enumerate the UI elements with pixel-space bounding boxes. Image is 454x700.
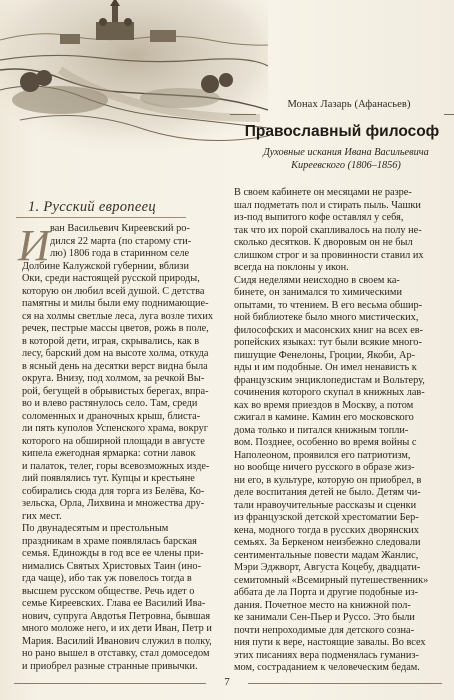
- text-line: нович, супруга Авдотья Петровна, бывшая: [22, 610, 211, 622]
- text-line: Мария. Василий Иванович служил в полку,: [22, 635, 212, 647]
- text-line: гих мест.: [22, 510, 62, 522]
- text-line: ной библиотеке было много мистических,: [234, 312, 419, 323]
- author-rule-left: [230, 114, 256, 115]
- text-line: лю) 1806 года в старинном селе: [50, 248, 190, 259]
- text-line: почти непроходимые для детского созна-: [234, 624, 415, 636]
- text-line: ния пути к вере, настоящие завалы. Во всех: [234, 637, 426, 648]
- text-line: вом. Позднее, особенно во время войны с: [234, 437, 417, 448]
- text-line: философских и масонских книг на всех ев-: [234, 324, 424, 336]
- text-line: пишущие Фенелоны, Гроции, Якоби, Ар-: [234, 349, 416, 361]
- text-line: семитомный «Всемирный путешественник»: [234, 574, 429, 586]
- text-line: нимались Святых Христовых Таин (ино-: [22, 560, 201, 572]
- left-column-body: [22, 261, 218, 674]
- text-line: лесу, барский дом на высоте холма, откуда: [22, 348, 209, 359]
- text-line: слишком строг и за провинности ставил их: [234, 249, 424, 261]
- text-line: аббата де ла Порта и другие подобные из-: [234, 587, 419, 598]
- text-line: ван Васильевич Киреевский ро-: [50, 223, 190, 234]
- text-line: сентиментальные повести мадам Жанлис,: [234, 549, 419, 561]
- text-line: в ясный день на десятки верст видна была: [22, 360, 208, 372]
- text-line: ли пять куполов Успенского храма, вокруг: [22, 423, 208, 434]
- subtitle-line: Духовные искания Ивана Васильевича: [263, 147, 429, 158]
- text-line: По двунадесятым и престольным: [22, 523, 169, 534]
- text-line: праздникам в храме появлялась барская: [22, 535, 197, 547]
- text-line: которую он любил всей душой. С детства: [22, 285, 205, 297]
- text-line: но вообще ничего русского в образе жиз-: [234, 462, 415, 473]
- text-line: бинете, он занимался то химическими: [234, 287, 402, 298]
- text-line: дился 22 марта (по старому сти-: [50, 235, 192, 247]
- text-line: которого на обширной площади в августе: [22, 435, 205, 447]
- text-line: дания. Почетное место на книжной пол-: [234, 599, 411, 611]
- text-line: шал подметать пол и стирать пыль. Чашки: [234, 199, 421, 211]
- author-rule-right: [444, 114, 454, 115]
- text-line: кипела ежегодная ярмарка: сотни лавок: [22, 448, 196, 459]
- text-line: сколько десятков. К дворовым он не был: [234, 237, 413, 248]
- page-number: 7: [224, 676, 230, 688]
- drop-cap: И: [18, 221, 50, 270]
- text-line: много моложе него, и их дети Иван, Петр и: [22, 623, 212, 634]
- text-line: ках во время приездов в Москву, а потом: [234, 399, 414, 411]
- text-line: памятны и милы были ему поднимающие-: [22, 298, 209, 309]
- text-line: нды и им подобные. Он имел ненависть к: [234, 362, 417, 373]
- text-line: Долбине Калужской губернии, вблизи: [22, 260, 190, 272]
- article-subtitle: [248, 146, 444, 172]
- text-line: тали нравоучительные рассказы и сценки: [234, 499, 417, 511]
- text-line: ни его, в культуре, которую он приобрел, в: [234, 474, 422, 486]
- section-rule: [16, 217, 186, 218]
- text-line: соломенных и драночных крыш, блиста-: [22, 410, 201, 422]
- text-line: французским энциклопедистам и Вольтеру,: [234, 374, 425, 386]
- text-line: деле воспитания детей не было. Детям чи-: [234, 487, 421, 498]
- text-line: собирались сюда для торга из Белёва, Ко-: [22, 485, 205, 497]
- text-line: В своем кабинете он месяцами не разре-: [234, 187, 412, 198]
- text-line: во и влево растянулось село. Там, среди: [22, 398, 198, 409]
- text-line: из-под выпитого кофе оставлял у себя,: [234, 212, 404, 223]
- text-line: опытами, то чтением. В его весьма обшир-: [234, 299, 423, 311]
- right-column-body: [234, 187, 440, 675]
- text-line: этих писаниях вера подменялась гуманиз-: [234, 649, 419, 661]
- text-line: лий появлялись тут. Купцы и крестьяне: [22, 473, 195, 484]
- text-line: Наполеоном, проявился его патриотизм,: [234, 449, 411, 461]
- text-line: дома только и питался книжным топли-: [234, 424, 409, 436]
- text-line: рой, бегущей в обрывистых берегах, впра-: [22, 385, 209, 397]
- text-line: речек, пестрые массы цветов, рожь в поле,: [22, 323, 209, 334]
- text-line: Мэри Эджворт, Августа Коцебу, двадцати-: [234, 562, 421, 573]
- text-line: и приобрел разные странные привычки.: [22, 660, 198, 672]
- text-line: ся на холмы светлые леса, луга возле тихих: [22, 310, 213, 322]
- text-line: зельска, Орла, Лихвина и множества дру-: [22, 498, 205, 509]
- left-column-intro: [50, 223, 218, 261]
- text-line: округа. Внизу, под холмом, за речкой Вы-: [22, 373, 205, 384]
- text-line: ропейских языках: тут были всякие много-: [234, 337, 422, 348]
- text-line: семьях. За Беркеном неизбежно следовали: [234, 537, 421, 548]
- text-line: но рано вышел в отставку, стал домоседом: [22, 648, 210, 659]
- text-line: сочинения которого скупал в книжных лав-: [234, 387, 425, 398]
- text-line: высшем русском обществе. Речь идет о: [22, 585, 195, 597]
- text-line: так что их порой скапливалось на полу не-: [234, 224, 422, 236]
- text-line: Сидя неделями неисходно в своем ка-: [234, 274, 400, 286]
- text-line: семья. Единожды в год все ее члены при-: [22, 548, 204, 559]
- page-number-rule-right: [248, 683, 442, 684]
- subtitle-line: Киреевского (1806–1856): [291, 160, 401, 171]
- text-line: всегда на поклоны у икон.: [234, 262, 349, 273]
- author-name: Монах Лазарь (Афанасьев): [287, 99, 411, 110]
- section-heading: 1. Русский европеец: [28, 199, 156, 215]
- article-title: Православный философ: [244, 123, 440, 140]
- page-number-rule-left: [14, 683, 206, 684]
- text-line: мом, состраданием к человеческим бедам.: [234, 662, 420, 673]
- text-line: кена, модного тогда в русских дворянских: [234, 524, 419, 536]
- text-line: в которой дети, играя, скрывались, как в: [22, 335, 200, 347]
- text-line: ке занимали Сен-Пьер и Руссо. Это были: [234, 612, 415, 623]
- text-line: сжигал в камине. Камин его московского: [234, 412, 414, 423]
- text-line: из французской детской хрестоматии Бер-: [234, 512, 419, 523]
- text-line: и палаток, телег, горы всевозможных изде-: [22, 460, 210, 472]
- text-line: семье Киреевских. Глава ее Василий Ива-: [22, 598, 206, 609]
- village-landscape-illustration: [0, 0, 268, 158]
- text-line: гда чаще), ибо так уж повелось тогда в: [22, 573, 192, 584]
- text-line: Оки, среди настоящей русской природы,: [22, 273, 200, 284]
